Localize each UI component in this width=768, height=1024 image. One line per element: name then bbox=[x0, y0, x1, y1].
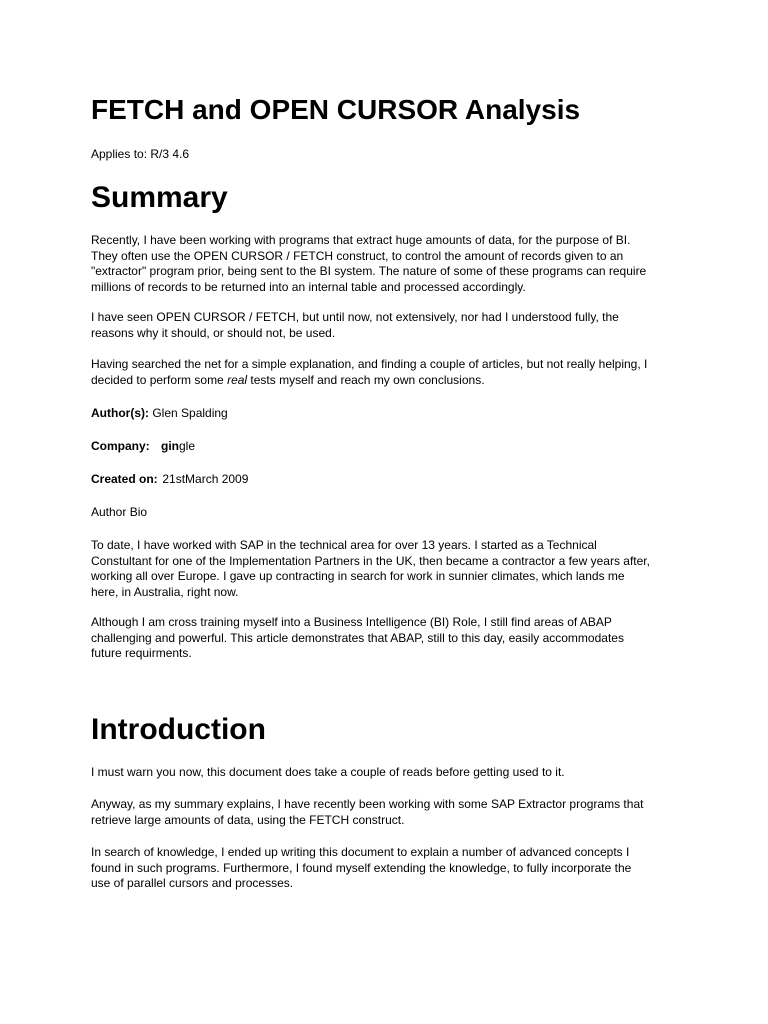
summary-p2-line: I have seen OPEN CURSOR / FETCH, but until now, not extensively, nor had I understood fully, the bbox=[91, 310, 619, 324]
bio-p2-line: challenging and powerful. This article demonstrates that ABAP, still to this day, easily accommodates bbox=[91, 630, 624, 645]
company-label: Company: bbox=[91, 439, 150, 453]
intro-p3-line: use of parallel cursors and processes. bbox=[91, 876, 294, 890]
company-row bbox=[91, 438, 195, 454]
summary-p3-text: tests myself and reach my own conclusions. bbox=[247, 372, 485, 387]
author-bio-heading: Author Bio bbox=[91, 505, 148, 519]
created-row bbox=[91, 471, 248, 487]
summary-paragraph-3 bbox=[91, 357, 681, 388]
intro-p2-line: retrieve large amounts of data, using the FETCH construct. bbox=[91, 812, 405, 827]
bio-p2-line: future requirments. bbox=[91, 646, 192, 660]
bio-p1-line: working all over Europe. I gave up contracting in search for work in sunnier climates, which lands me bbox=[91, 569, 625, 583]
intro-paragraph-3 bbox=[91, 845, 681, 892]
summary-p3-line: Having searched the net for a simple explanation, and finding a couple of articles, but not really helping, I bbox=[91, 357, 648, 371]
author-row bbox=[91, 405, 228, 421]
summary-p1-line: Recently, I have been working with programs that extract huge amounts of data, for the purpose of BI. bbox=[91, 233, 631, 247]
author-value: Glen Spalding bbox=[152, 406, 228, 420]
intro-p3-line: found in such programs. Furthermore, I found myself extending the knowledge, to fully incorporate the bbox=[91, 860, 632, 875]
summary-p3-line bbox=[91, 373, 681, 389]
bio-p1-line: here, in Australia, right now. bbox=[91, 584, 239, 599]
company-value bbox=[161, 438, 195, 454]
intro-paragraph-2 bbox=[91, 797, 681, 828]
company-value-bold: gin bbox=[161, 439, 179, 453]
applies-to-line: Applies to: R/3 4.6 bbox=[91, 147, 190, 161]
intro-p3-line: In search of knowledge, I ended up writing this document to explain a number of advanced concepts I bbox=[91, 845, 630, 859]
intro-p2-line: Anyway, as my summary explains, I have recently been working with some SAP Extractor programs that bbox=[91, 797, 644, 811]
summary-paragraph-2 bbox=[91, 310, 681, 341]
summary-p3-text: decided to perform some bbox=[91, 372, 228, 387]
bio-paragraph-1 bbox=[91, 538, 681, 600]
emphasis-real: real bbox=[227, 372, 248, 387]
summary-heading: Summary bbox=[91, 181, 228, 214]
bio-p1-line: To date, I have worked with SAP in the technical area for over 13 years. I started as a Technical bbox=[91, 538, 597, 552]
summary-p1-line: "extractor" program prior, being sent to the BI system. The nature of some of these programs can require bbox=[91, 264, 647, 278]
bio-paragraph-2 bbox=[91, 615, 681, 662]
author-label: Author(s): bbox=[91, 406, 149, 420]
created-label: Created on: bbox=[91, 472, 158, 486]
intro-paragraph-1 bbox=[91, 765, 681, 781]
introduction-heading: Introduction bbox=[91, 713, 266, 746]
summary-p1-line: millions of records to be returned into an internal table and processed accordingly. bbox=[91, 279, 526, 294]
company-value-rest: gle bbox=[179, 439, 196, 453]
summary-p1-line: They often use the OPEN CURSOR / FETCH construct, to control the amount of records given to an bbox=[91, 248, 624, 263]
bio-p2-line: Although I am cross training myself into a Business Intelligence (BI) Role, I still find areas of ABAP bbox=[91, 615, 612, 629]
summary-paragraph-1 bbox=[91, 233, 681, 295]
bio-p1-line: Constultant for one of the Implementation Partners in the UK, then became a contractor a few years after, bbox=[91, 553, 650, 568]
created-value: 21stMarch 2009 bbox=[162, 472, 249, 486]
summary-p2-line: reasons why it should, or should not, be used. bbox=[91, 325, 336, 340]
document-title: FETCH and OPEN CURSOR Analysis bbox=[91, 94, 581, 125]
intro-p1-line: I must warn you now, this document does take a couple of reads before getting used to it. bbox=[91, 765, 565, 779]
